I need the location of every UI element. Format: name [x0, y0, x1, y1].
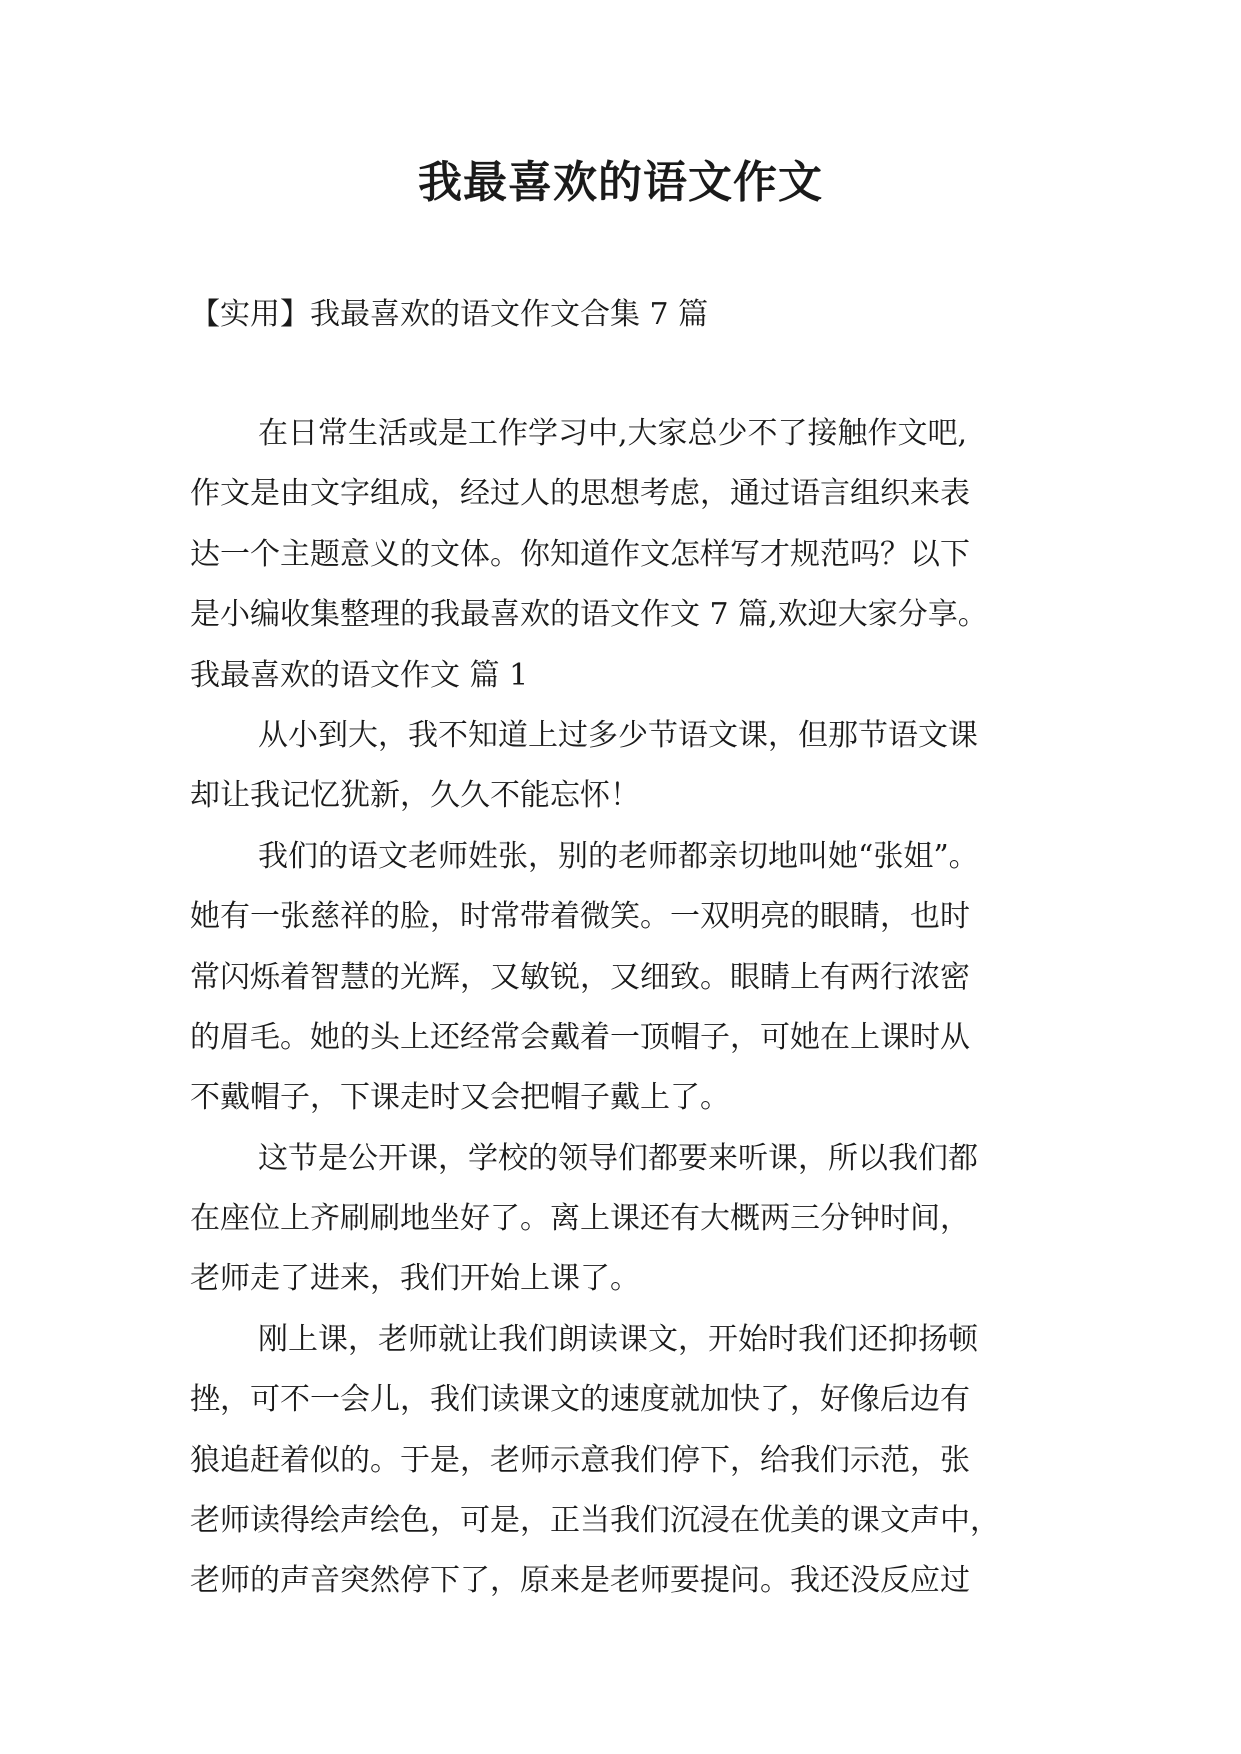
body-line: 从小到大，我不知道上过多少节语文课，但那节语文课: [258, 717, 978, 753]
document-body: [190, 404, 1052, 1612]
body-line: 在日常生活或是工作学习中,大家总少不了接触作文吧,: [258, 416, 968, 451]
body-line: 作文是由文字组成，经过人的思想考虑，通过语言组织来表: [190, 476, 970, 512]
body-line: 达一个主题意义的文体。你知道作文怎样写才规范吗？以下: [190, 536, 970, 572]
body-line: 老师读得绘声绘色，可是，正当我们沉浸在优美的课文声中，: [190, 1503, 1000, 1539]
body-line: 刚上课，老师就让我们朗读课文，开始时我们还抑扬顿: [258, 1321, 978, 1357]
body-line: 的眉毛。她的头上还经常会戴着一顶帽子，可她在上课时从: [190, 1019, 970, 1055]
body-line: 不戴帽子，下课走时又会把帽子戴上了。: [190, 1080, 730, 1116]
body-line: 她有一张慈祥的脸，时常带着微笑。一双明亮的眼睛，也时: [190, 899, 970, 935]
body-line: 我们的语文老师姓张，别的老师都亲切地叫她“张姐”。: [258, 838, 979, 874]
document-title: 我最喜欢的语文作文: [418, 157, 823, 208]
body-line: 挫，可不一会儿，我们读课文的速度就加快了，好像后边有: [190, 1382, 970, 1418]
body-line: 老师的声音突然停下了，原来是老师要提问。我还没反应过: [190, 1563, 970, 1599]
body-line: 狼追赶着似的。于是，老师示意我们停下，给我们示范，张: [190, 1442, 970, 1478]
document-subtitle: 【实用】我最喜欢的语文作文合集 7 篇: [190, 297, 709, 332]
body-line: 却让我记忆犹新，久久不能忘怀！: [190, 778, 640, 814]
section-heading: 我最喜欢的语文作文 篇 1: [190, 657, 529, 693]
body-line: 老师走了进来，我们开始上课了。: [190, 1261, 640, 1297]
body-line: 是小编收集整理的我最喜欢的语文作文 7 篇,欢迎大家分享。: [190, 597, 988, 633]
body-line: 常闪烁着智慧的光辉，又敏锐，又细致。眼睛上有两行浓密: [190, 959, 970, 995]
body-line: 这节是公开课，学校的领导们都要来听课，所以我们都: [258, 1140, 978, 1176]
body-line: 在座位上齐刷刷地坐好了。离上课还有大概两三分钟时间，: [190, 1201, 970, 1237]
